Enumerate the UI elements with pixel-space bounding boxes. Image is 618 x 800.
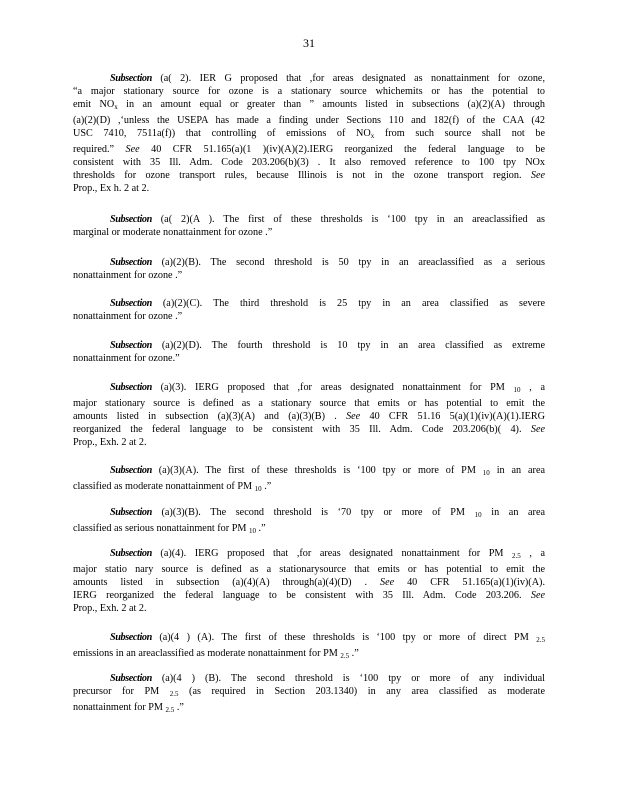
subscript-text: 10	[248, 527, 256, 535]
text-run: nonattainment for PM	[73, 702, 166, 713]
text-line	[73, 381, 545, 397]
text-line	[73, 256, 545, 269]
text-run: (as required in Section 203.1340) in any area classified as moderate	[178, 686, 545, 697]
text-line	[73, 114, 545, 127]
subsection-label: Subsection	[110, 73, 152, 84]
subsection-label: Subsection	[110, 340, 152, 351]
page-number: 31	[303, 36, 315, 50]
text-line	[73, 226, 545, 239]
text-run: in an amount equal or greater than ” amounts listed in subsections (a)(2)(A) through	[117, 99, 545, 110]
text-line	[73, 547, 545, 563]
text-line	[73, 397, 545, 410]
subscript-text: 10	[482, 469, 490, 477]
text-run: (a)(2)(C). The third threshold is 25 tpy in an area classified as severe	[151, 298, 545, 309]
subsection-label: Subsection	[110, 632, 152, 643]
text-run: (a)(3)(B). The second threshold is ‘70 tpy or more of PM	[151, 507, 475, 518]
subscript-text: 10	[474, 511, 482, 519]
text-line	[73, 480, 545, 496]
text-run: amounts listed in subsection (a)(3)(A) and (a)(3)(B) .	[73, 411, 347, 422]
text-line	[73, 98, 545, 114]
text-run: classified as serious nonattainment for PM	[73, 523, 249, 534]
subsection-label: Subsection	[110, 673, 152, 684]
text-run: (a( 2)(A ). The first of these thresholds is ‘100 tpy in an areaclassified as	[151, 214, 545, 225]
text-line	[73, 127, 545, 143]
citation-signal: See	[125, 144, 140, 155]
text-run: .”	[174, 702, 184, 713]
text-run: USC 7410, 7511a(f)) that controlling of emissions of NO	[73, 128, 371, 139]
subscript-text: 2.5	[536, 636, 545, 644]
text-line	[73, 672, 545, 685]
subsection-label: Subsection	[110, 465, 152, 476]
text-run: in an area	[489, 465, 545, 476]
text-line	[73, 339, 545, 352]
text-line	[73, 436, 545, 449]
subscript-text: 2.5	[512, 552, 521, 560]
subsection-label: Subsection	[110, 214, 152, 225]
paragraph-subsection-a2b	[73, 256, 545, 282]
subscript-text: x	[114, 103, 118, 111]
text-line	[73, 522, 545, 538]
text-run: consistent with 35 Ill. Adm. Code 203.206(b)(3) . It also removed reference to 100 tpy NOx	[73, 157, 545, 168]
subsection-label: Subsection	[110, 382, 152, 393]
text-line	[73, 631, 545, 647]
text-run: , a	[520, 548, 546, 559]
subscript-text: 2.5	[169, 690, 179, 698]
text-run: 40 CFR 51.165(a)(1)(iv)(A).	[394, 577, 546, 588]
text-run: nonattainment for ozone .”	[73, 270, 183, 281]
text-line	[73, 310, 545, 323]
citation-signal: See	[346, 411, 361, 422]
text-line	[73, 423, 545, 436]
text-run: in an area	[481, 507, 545, 518]
text-line	[73, 352, 545, 365]
text-run: Prop., Exh. 2 at 2.	[73, 603, 147, 614]
text-run: “a major stationary source for ozone is a stationary source whichemits or has the potential to	[73, 86, 545, 97]
text-run: reorganized the federal language to be consistent with 35 Ill. Adm. Code 203.206(b)( 4).	[73, 424, 531, 435]
text-run: (a)(3). IERG proposed that ,for areas designated nonattainment for PM	[151, 382, 514, 393]
paragraph-subsection-a2d	[73, 339, 545, 365]
text-run: nonattainment for ozone.”	[73, 353, 180, 364]
paragraph-subsection-a3a	[73, 464, 545, 496]
text-line	[73, 85, 545, 98]
text-line	[73, 410, 545, 423]
citation-signal: See	[530, 424, 545, 435]
text-run: .”	[349, 648, 359, 659]
text-run: .”	[255, 523, 266, 534]
text-run: Prop., Ex h. 2 at 2.	[73, 183, 150, 194]
paragraph-subsection-a2c	[73, 297, 545, 323]
text-run: Prop., Exh. 2 at 2.	[73, 437, 147, 448]
text-run: precursor for PM	[73, 686, 170, 697]
paragraph-subsection-a4b	[73, 672, 545, 717]
subscript-text: 2.5	[340, 652, 350, 660]
text-run: major statio nary source is defined as a stationarysource that emits or has potential to emit the	[73, 564, 545, 575]
text-run: marginal or moderate nonattainment for ozone .”	[73, 227, 273, 238]
text-run: major stationary source is defined as a stationary source that emits or has potential to emit the	[73, 398, 545, 409]
text-run: (a)(4). IERG proposed that ,for areas designated nonattainment for PM	[151, 548, 513, 559]
citation-signal: See	[380, 577, 395, 588]
text-run: 40 CFR 51.165(a)(1 )(iv)(A)(2).IERG reorganized the federal language to be	[139, 144, 545, 155]
paragraph-subsection-a2a	[73, 213, 545, 239]
paragraph-subsection-a4a	[73, 631, 545, 663]
text-line	[73, 701, 545, 717]
text-run: (a)(4 ) (B). The second threshold is ‘100 tpy or more of any individual	[151, 673, 545, 684]
text-line	[73, 72, 545, 85]
text-run: nonattainment for ozone .”	[73, 311, 183, 322]
text-line	[73, 169, 545, 182]
text-run: 40 CFR 51.16 5(a)(1)(iv)(A)(1).IERG	[360, 411, 545, 422]
text-run: from such source shall not be	[374, 128, 545, 139]
subscript-text: 10	[254, 485, 262, 493]
subsection-label: Subsection	[110, 257, 152, 268]
text-run: emissions in an areaclassified as moderate nonattainment for PM	[73, 648, 341, 659]
text-run: classified as moderate nonattainment of PM	[73, 481, 255, 492]
citation-signal: See	[530, 170, 545, 181]
text-line	[73, 464, 545, 480]
text-run: (a)(2)(D) ,‘unless the USEPA has made a finding under Sections 110 and 182(f) of the CAA (42	[73, 115, 545, 126]
subscript-text: x	[370, 132, 375, 140]
paragraph-subsection-a3	[73, 381, 545, 449]
text-run: emit NO	[73, 99, 115, 110]
text-run: , a	[520, 382, 545, 393]
text-line	[73, 563, 545, 576]
text-line	[73, 269, 545, 282]
subscript-text: 2.5	[165, 706, 175, 714]
text-line	[73, 156, 545, 169]
text-line	[73, 685, 545, 701]
text-run: (a)(4 ) (A). The first of these thresholds is ‘100 tpy or more of direct PM	[151, 632, 537, 643]
paragraph-subsection-a4	[73, 547, 545, 615]
subsection-label: Subsection	[110, 548, 152, 559]
subsection-label: Subsection	[110, 507, 152, 518]
subsection-label: Subsection	[110, 298, 152, 309]
paragraph-subsection-a2	[73, 72, 545, 195]
text-line	[73, 602, 545, 615]
text-run: (a)(2)(D). The fourth threshold is 10 tpy in an area classified as extreme	[151, 340, 545, 351]
text-run: amounts listed in subsection (a)(4)(A) through(a)(4)(D) .	[73, 577, 380, 588]
text-line	[73, 647, 545, 663]
text-line	[73, 506, 545, 522]
text-line	[73, 213, 545, 226]
text-line	[73, 143, 545, 156]
text-run: (a)(2)(B). The second threshold is 50 tpy in an areaclassified as a serious	[151, 257, 545, 268]
text-run: (a( 2). IER G proposed that ,for areas designated as nonattainment for ozone,	[151, 73, 545, 84]
text-line	[73, 576, 545, 589]
text-run: (a)(3)(A). The first of these thresholds is ‘100 tpy or more of PM	[151, 465, 483, 476]
text-line	[73, 182, 545, 195]
text-run: required.”	[73, 144, 126, 155]
text-run: .”	[261, 481, 272, 492]
citation-signal: See	[530, 590, 545, 601]
text-line	[73, 589, 545, 602]
subscript-text: 10	[513, 386, 521, 394]
paragraph-subsection-a3b	[73, 506, 545, 538]
text-line	[73, 297, 545, 310]
text-run: IERG reorganized the federal language to be consistent with 35 Ill. Adm. Code 203.206.	[73, 590, 531, 601]
text-run: thresholds for ozone transport rules, because Illinois is not in the ozone transport region.	[73, 170, 531, 181]
